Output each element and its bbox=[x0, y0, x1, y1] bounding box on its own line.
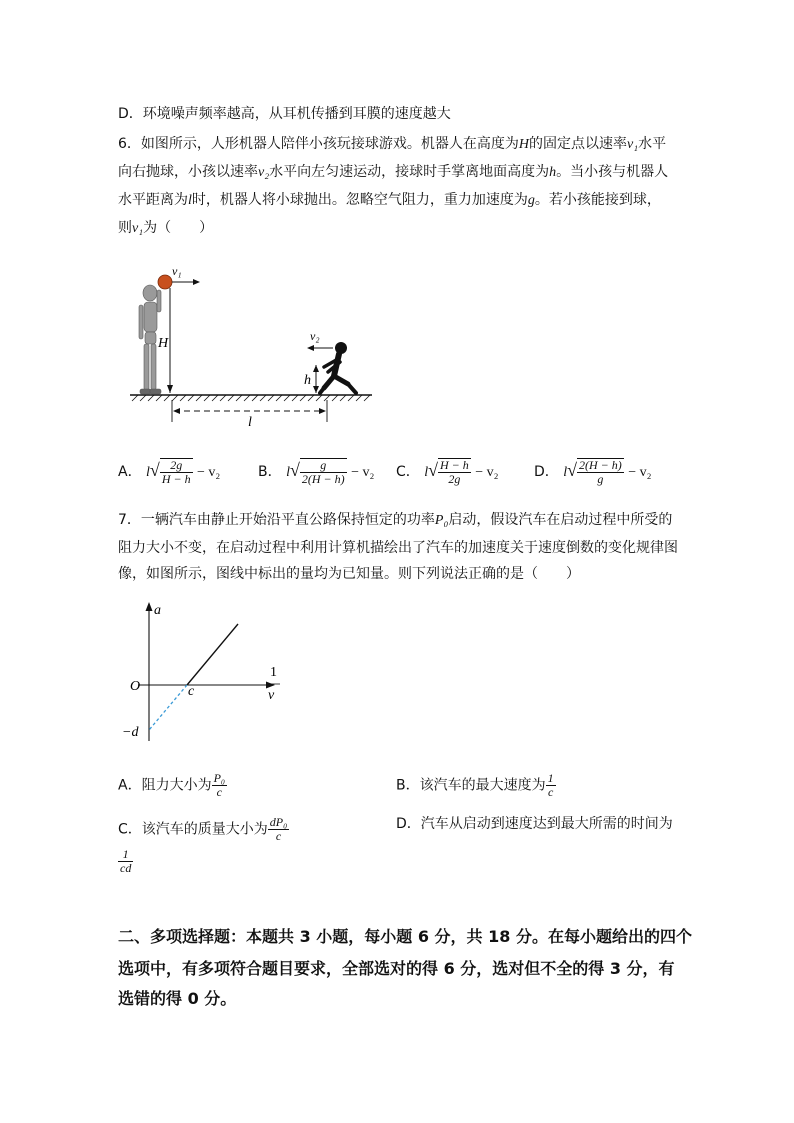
q6-option-b: B． l√ $\frac{g}{2(H - h)}$ − v₂ bbox=[258, 458, 375, 486]
x-axis-label-num: 1 bbox=[270, 665, 277, 680]
q6-option-c: C． l√ $\frac{H - h}{2g}$ − v₂ bbox=[396, 458, 499, 486]
q5-option-d: D．环境噪声频率越高，从耳机传播到耳膜的速度越大 bbox=[118, 106, 451, 122]
section2-line-2: 选项中，有多项符合题目要求，全部选对的得 6 分，选对但不全的得 3 分，有 bbox=[118, 959, 675, 978]
y-axis-label: a bbox=[154, 603, 161, 618]
q7-option-d: D．汽车从启动到速度达到最大所需的时间为 bbox=[396, 816, 673, 832]
q7-option-b: B．该汽车的最大速度为 $\frac{1}{c}$ bbox=[396, 771, 554, 799]
q7-stem-line-1: 7．一辆汽车由静止开始沿平直公路保持恒定的功率P₀启动，假设汽车在启动过程中所受的 bbox=[118, 512, 673, 528]
q6-option-a: A． l√ $\frac{2g}{H - h}$ − v₂ bbox=[118, 458, 221, 486]
q7-stem-line-3: 像，如图所示，图线中标出的量均为已知量。则下列说法正确的是（ ） bbox=[118, 566, 580, 582]
origin-label: O bbox=[130, 679, 141, 694]
child-figure bbox=[320, 342, 356, 393]
c-label: c bbox=[188, 684, 195, 699]
graph-dashed-extension bbox=[149, 685, 187, 730]
H-label: H bbox=[158, 336, 169, 351]
q7-option-d-answer: $\frac{1}{cd}$ bbox=[120, 847, 132, 875]
q6-stem-line-3: 水平距离为l时，机器人将小球抛出。忽略空气阻力，重力加速度为g。若小孩能接到球， bbox=[118, 192, 661, 208]
q7-option-c: C．该汽车的质量大小为 $\frac{\text{dP₀}}{c}$ bbox=[118, 815, 288, 843]
neg-d-label: −d bbox=[122, 725, 139, 740]
v2-label: v₂ bbox=[310, 329, 320, 343]
x-axis-label-den: v bbox=[268, 688, 275, 703]
h-label: h bbox=[304, 373, 311, 388]
v1-label: v₁ bbox=[172, 264, 182, 278]
q6-option-d: D． l√ $\frac{2(H - h)}{g}$ − v₂ bbox=[534, 458, 652, 486]
graph-line bbox=[187, 624, 238, 685]
q6-stem-line-1: 6．如图所示，人形机器人陪伴小孩玩接球游戏。机器人在高度为H的固定点以速率v₁水平 bbox=[118, 136, 667, 152]
ground-hatch bbox=[132, 395, 370, 401]
q6-figure bbox=[120, 260, 380, 430]
section2-line-1: 二、多项选择题：本题共 3 小题，每小题 6 分，共 18 分。在每小题给出的四个 bbox=[118, 927, 692, 946]
q7-option-a: A．阻力大小为 $\frac{\text{P₀}}{c}$ bbox=[118, 771, 226, 799]
q6-stem-line-2: 向右抛球，小孩以速率v₂水平向左匀速运动，接球时手掌离地面高度为h。当小孩与机器人 bbox=[118, 164, 669, 180]
ball-icon bbox=[158, 275, 172, 289]
q6-stem-line-4: 则v₁为（ ） bbox=[118, 220, 214, 236]
l-label: l bbox=[248, 415, 252, 430]
section2-line-3: 选错的得 0 分。 bbox=[118, 989, 237, 1008]
q7-stem-line-2: 阻力大小不变，在启动过程中利用计算机描绘出了汽车的加速度关于速度倒数的变化规律图 bbox=[118, 540, 678, 556]
q7-graph bbox=[118, 598, 298, 748]
